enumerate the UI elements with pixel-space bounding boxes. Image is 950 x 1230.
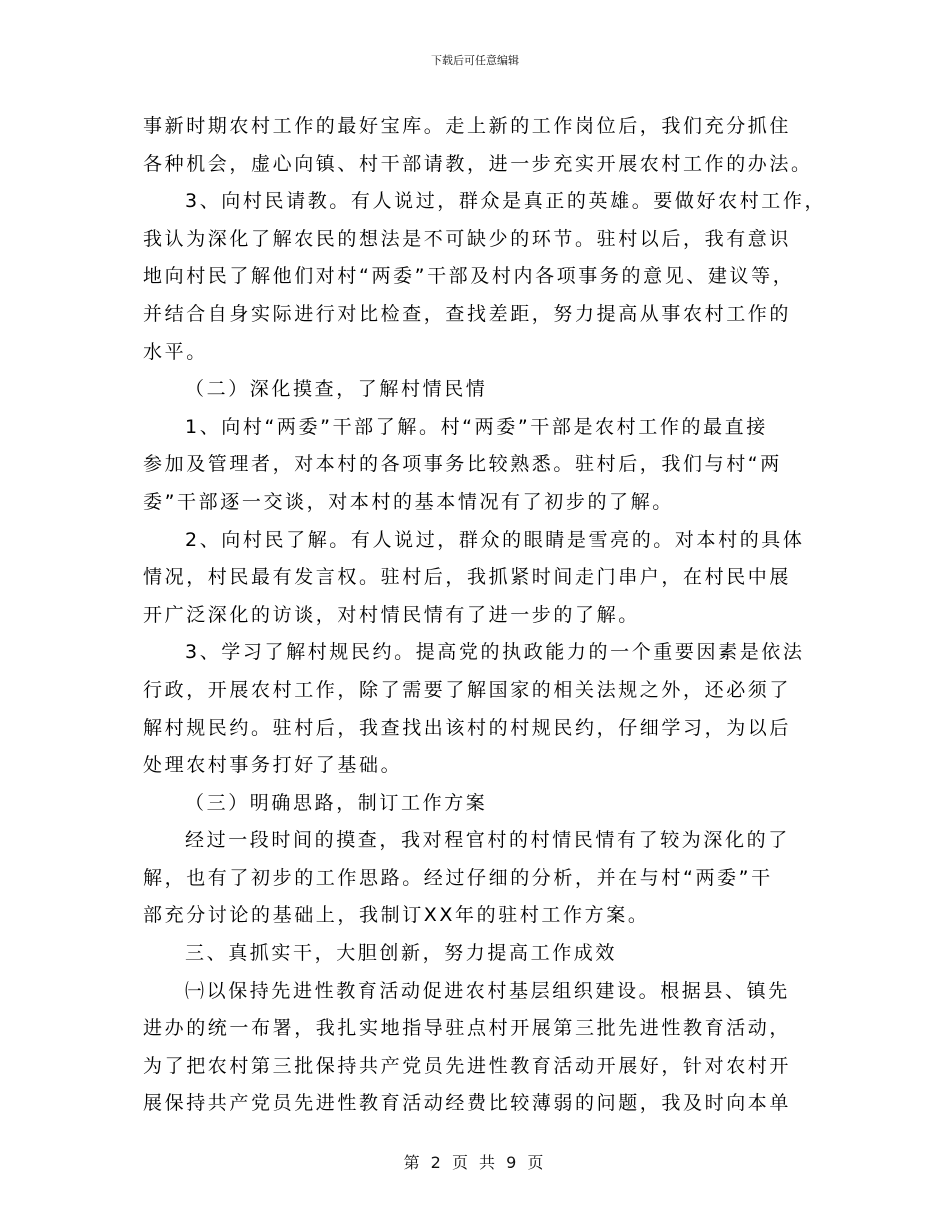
text-line: 并结合自身实际进行对比检查，查找差距，努力提高从事农村工作的 bbox=[143, 302, 792, 325]
text-line: 处理农村事务打好了基础。 bbox=[143, 754, 403, 777]
text-line: 部充分讨论的基础上，我制订XX年的驻村工作方案。 bbox=[143, 904, 650, 927]
text-line: 三、真抓实干，大胆创新，努力提高工作成效 bbox=[185, 942, 618, 965]
text-line: 开广泛深化的访谈，对村情民情有了进一步的了解。 bbox=[143, 603, 640, 626]
text-line: 行政，开展农村工作，除了需要了解国家的相关法规之外，还必须了 bbox=[143, 678, 792, 701]
text-line: 地向村民了解他们对村“两委”干部及村内各项事务的意见、建议等， bbox=[143, 265, 795, 288]
text-line: 事新时期农村工作的最好宝库。走上新的工作岗位后，我们充分抓住 bbox=[143, 115, 792, 137]
text-line: 各种机会，虚心向镇、村干部请教，进一步充实开展农村工作的办法。 bbox=[143, 152, 813, 175]
text-line: 3、学习了解村规民约。提高党的执政能力的一个重要因素是依法 bbox=[185, 641, 805, 664]
text-line: 情况，村民最有发言权。驻村后，我抓紧时间走门串户，在村民中展 bbox=[143, 566, 792, 589]
text-line: 参加及管理者，对本村的各项事务比较熟悉。驻村后，我们与村“两 bbox=[143, 453, 782, 476]
page-header-note: 下载后可任意编辑 bbox=[431, 54, 519, 67]
text-line: 3、向村民请教。有人说过，群众是真正的英雄。要做好农村工作， bbox=[185, 190, 827, 213]
text-line: 解村规民约。驻村后，我查找出该村的村规民约，仔细学习，为以后 bbox=[143, 716, 792, 739]
text-line: （三）明确思路，制订工作方案 bbox=[185, 791, 488, 814]
page-number-footer: 第 2 页 共 9 页 bbox=[403, 1153, 547, 1172]
text-line: 解，也有了初步的工作思路。经过仔细的分析，并在与村“两委”干 bbox=[143, 866, 773, 889]
text-line: 1、向村“两委”干部了解。村“两委”干部是农村工作的最直接 bbox=[185, 415, 768, 438]
text-line: 进办的统一布署，我扎实地指导驻点村开展第三批先进性教育活动， bbox=[143, 1017, 792, 1040]
text-line: 委”干部逐一交谈，对本村的基本情况有了初步的了解。 bbox=[143, 490, 674, 513]
text-line: 2、向村民了解。有人说过，群众的眼睛是雪亮的。对本村的具体 bbox=[185, 528, 805, 551]
text-line: （二）深化摸查，了解村情民情 bbox=[185, 378, 488, 401]
document-body bbox=[143, 108, 827, 1123]
text-line: 我认为深化了解农民的想法是不可缺少的环节。驻村以后，我有意识 bbox=[143, 227, 792, 250]
text-line: 水平。 bbox=[143, 340, 208, 363]
text-line: 为了把农村第三批保持共产党员先进性教育活动开展好，针对农村开 bbox=[143, 1054, 792, 1077]
text-line: ㈠以保持先进性教育活动促进农村基层组织建设。根据县、镇先 bbox=[185, 979, 790, 1002]
text-line: 展保持共产党员先进性教育活动经费比较薄弱的问题，我及时向本单 bbox=[143, 1092, 792, 1115]
text-line: 经过一段时间的摸查，我对程官村的村情民情有了较为深化的了 bbox=[185, 829, 790, 852]
